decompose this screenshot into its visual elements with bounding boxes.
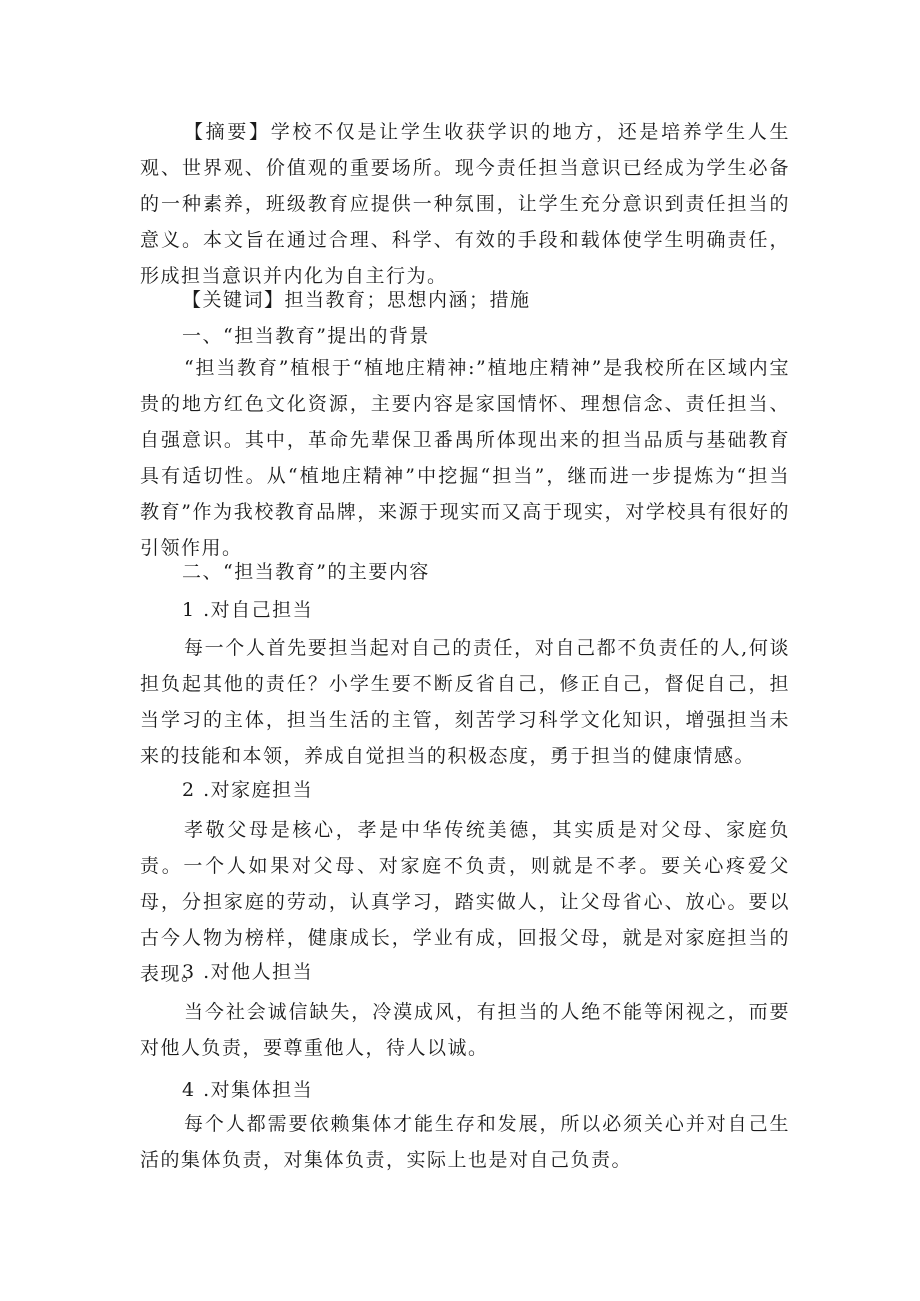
keywords-line: 【关键词】担当教育；思想内涵；措施 (182, 289, 531, 311)
item1-heading: 1 .对自己担当 (182, 599, 314, 621)
section1-heading: 一、“担当教育”提出的背景 (182, 325, 430, 347)
item4-paragraph: 每个人都需要依赖集体才能生存和发展，所以必须关心并对自己生活的集体负责，对集体负责，实际上也是对自己负责。 (140, 1113, 790, 1171)
item3-heading: 3 .对他人担当 (182, 961, 314, 983)
abstract-paragraph: 【摘要】学校不仅是让学生收获学识的地方，还是培养学生人生观、世界观、价值观的重要场所。现今责任担当意识已经成为学生必备的一种素养，班级教育应提供一种氛围，让学生充分意识到责任担当的意义。本文旨在通过合理、科学、有效的手段和载体使学生明确责任，形成担当意识并内化为自主行为。 (140, 121, 790, 287)
section1-paragraph: “担当教育”植根于“植地庄精神:”植地庄精神”是我校所在区域内宝贵的地方红色文化资源，主要内容是家国情怀、理想信念、责任担当、自强意识。其中，革命先辈保卫番禺所体现出来的担当品质与基础教育具有适切性。从“植地庄精神”中挖掘“担当”，继而进一步提炼为“担当教育”作为我校教育品牌，来源于现实而又高于现实，对学校具有很好的引领作用。 (140, 357, 790, 559)
item4-heading: 4 .对集体担当 (182, 1079, 314, 1101)
item2-paragraph: 孝敬父母是核心，孝是中华传统美德，其实质是对父母、家庭负责。一个人如果对父母、对家庭不负责，则就是不孝。要关心疼爱父母，分担家庭的劳动，认真学习，踏实做人，让父母省心、放心。要以古今人物为榜样，健康成长，学业有成，回报父母，就是对家庭担当的表现。 (140, 819, 790, 985)
section2-heading: 二、“担当教育”的主要内容 (182, 561, 430, 583)
item3-paragraph: 当今社会诚信缺失，冷漠成风，有担当的人绝不能等闲视之，而要对他人负责，要尊重他人，待人以诚。 (140, 1001, 790, 1059)
item2-heading: 2 .对家庭担当 (182, 779, 314, 801)
item1-paragraph: 每一个人首先要担当起对自己的责任，对自己都不负责任的人,何谈担负起其他的责任？小学生要不断反省自己，修正自己，督促自己，担当学习的主体，担当生活的主管，刻苦学习科学文化知识，增强担当未来的技能和本领，养成自觉担当的积极态度，勇于担当的健康情感。 (140, 637, 790, 767)
